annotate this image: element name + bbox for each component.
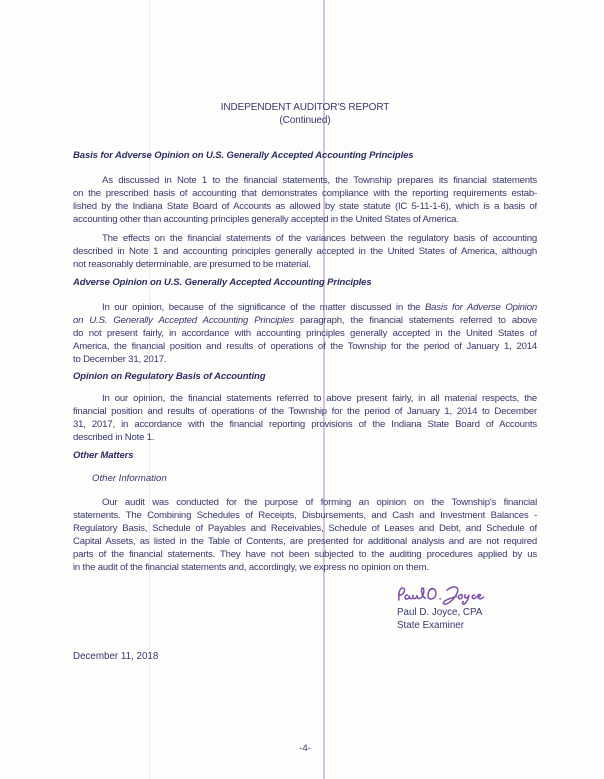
text-line: do not present fairly, in accordance with accounting principles generally accepted in the United States of <box>73 328 537 339</box>
text-line: Regulatory Basis, Schedule of Payables and Receivables, Schedule of Leases and Debt, and Schedule of <box>73 523 537 534</box>
text-line: As discussed in Note 1 to the financial statements, the Township prepares its financial statements <box>102 175 537 186</box>
signature-script-image <box>395 580 495 607</box>
text-line: lished by the Indiana State Board of Accounts as allowed by state statute (IC 5-11-1-6), which is a basis of <box>73 201 537 212</box>
body-paragraph <box>73 496 537 574</box>
text-line: to December 31, 2017. <box>73 354 167 365</box>
report-title-continued: (Continued) <box>279 115 331 126</box>
text-line: not reasonably determinable, are presumed to be material. <box>73 259 311 270</box>
text-line: described in Note 1. <box>73 432 155 443</box>
text-line: Capital Assets, as listed in the Table of Contents, are presented for additional analysis and are not required <box>73 536 537 547</box>
report-title: INDEPENDENT AUDITOR'S REPORT <box>220 102 390 113</box>
text-line: America, the financial position and results of operations of the Township for the period of January 1, 2014 <box>73 341 537 352</box>
signature-paul-d-joyce <box>395 580 495 607</box>
text-line: The effects on the financial statements of the variances between the regulatory basis of accounting <box>102 233 537 244</box>
text-line: statements. The Combining Schedules of Receipts, Disbursements, and Cash and Investment Balances - <box>73 510 537 521</box>
body-paragraph <box>73 232 537 271</box>
text-line: described in Note 1 and accounting principles generally accepted in the United States of America, although <box>73 246 537 257</box>
text-line: accounting other than accounting principles generally accepted in the United States of America. <box>73 214 459 225</box>
body-paragraph <box>73 301 537 366</box>
section-subheading: Other Information <box>92 473 167 484</box>
body-paragraph <box>73 174 537 226</box>
page-number: -4- <box>299 743 311 754</box>
section-heading: Opinion on Regulatory Basis of Accounting <box>73 371 266 382</box>
signer-title: State Examiner <box>397 620 464 631</box>
section-heading: Other Matters <box>73 450 134 461</box>
report-title-block <box>73 101 537 127</box>
text-line: parts of the financial statements. They have not been subjected to the auditing procedures applied by us <box>73 549 537 560</box>
text-line: on the prescribed basis of accounting that demonstrates compliance with the reporting requirements estab- <box>73 188 537 199</box>
text-line: Our audit was conducted for the purpose of forming an opinion on the Township's financial <box>102 497 537 508</box>
body-paragraph <box>73 392 537 444</box>
text-line: in the audit of the financial statements and, accordingly, we express no opinion on them. <box>73 562 429 573</box>
section-heading: Adverse Opinion on U.S. Generally Accepted Accounting Principles <box>73 277 372 288</box>
text-line: In our opinion, the financial statements referred to above present fairly, in all material respects, the <box>102 393 537 404</box>
report-date: December 11, 2018 <box>73 651 159 662</box>
text-line: on U.S. Generally Accepted Accounting Principles paragraph, the financial statements referred to above <box>73 315 537 326</box>
text-line: financial position and results of operations of the Township for the period of January 1, 2014 to December <box>73 406 537 417</box>
text-line: 31, 2017, in accordance with the financial reporting provisions of the Indiana State Board of Accounts <box>73 419 537 430</box>
section-heading: Basis for Adverse Opinion on U.S. Generally Accepted Accounting Principles <box>73 150 414 161</box>
signer-typed-name: Paul D. Joyce, CPA <box>397 607 483 618</box>
text-line: In our opinion, because of the significance of the matter discussed in the Basis for Adverse Opinion <box>102 302 537 313</box>
